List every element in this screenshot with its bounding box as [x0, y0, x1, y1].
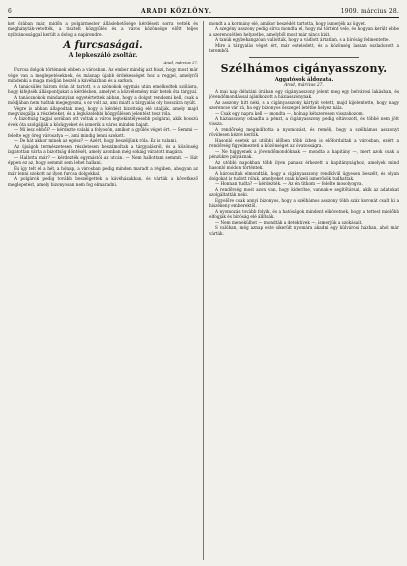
issue-date: 1909. március 28. — [340, 7, 399, 15]
paragraph: — Hallotta már? — kérdezték egymástól az utcán. — Nem hallottam semmit. — Hát éppen ez az, hogy semmit sem lehet hallani. — [8, 154, 198, 166]
paragraph: Az újságok természetesen részletesen beszámoltak a tárgyalásról, és a közönség izgatottan várta a bizottság döntését, amely azonban még sokáig váratott magára. — [8, 143, 198, 155]
paragraph: A háziasszony odaadta a pénzt, a cigányasszony pedig eltávozott, és többé nem jött vissza. — [209, 115, 399, 127]
paragraph: A károsultak elmondták, hogy a cigányasszony rendkívül ügyesen beszélt, és olyan dolgokat is tudott róluk, amelyeket csak közeli ismerősök tudhattak. — [209, 170, 399, 181]
article-subtitle: Aggatósok áldozata. — [274, 76, 334, 83]
paragraph: — Ne higgyenek a jövendőmondóknak — mondta a kapitány —, mert azok csak a pénzükre pályáznak. — [209, 148, 399, 160]
paragraph: A mai nap délutáni órában egy cigányasszony jelent meg egy belvárosi lakásban, és jövendőmondással ajánlkozott a háziasszonynak. — [209, 88, 399, 100]
dateline: Arad, március 27. — [163, 60, 198, 66]
page-number: 6 — [8, 7, 13, 15]
right-column — [209, 21, 399, 560]
paragraph: Mire a tárgyalás véget ért, már esteledett, és a közönség lassan oszladozott a teremből. — [209, 42, 399, 54]
paragraph: A bizottság tagjai sorában ott voltak a város legtekintélyesebb polgárai, akik hosszú évek óta szolgálják a közügyeket és ismerik a város minden bajait. — [8, 116, 198, 127]
paragraph: Hasonló esetek az utóbbi időben több ízben is előfordultak a városban, ezért a rendőrség figyelmezteti a közönséget az óvatosságra. — [209, 137, 399, 149]
paragraph: — Mi lesz ebből? — kérdezte valaki a folyosón, amikor a gyűlés véget ért. — Semmi — felelte egy öreg városatya —, ami mindig lenni szokott. — [8, 127, 198, 138]
newspaper-title: ARADI KÖZLÖNY. — [140, 7, 212, 15]
paragraph: A polgárok pedig tovább beszélgettek a kávéházakban, és várták a következő meglepetést, amely bizonyosan nem fog elmaradni. — [8, 176, 198, 187]
column-separator — [203, 21, 204, 560]
paragraph: A nyomozás tovább folyik, és a hatóságok mindent elkövetnek, hogy a tettest mielőbb elfogják és bíróság elé állítsák. — [209, 208, 399, 220]
section-subtitle: A lepkeszáló zsoltár. — [68, 52, 138, 60]
paragraph: És így telt el a hét, a hónap, a városban pedig minden maradt a régiben, ahogyan az már lenni szokott az ilyen furcsa dolgokkal. — [8, 165, 198, 176]
paragraph: S valóban, még aznap este sikerült nyomára akadni egy külvárosi házban, ahol már várták. — [209, 225, 399, 236]
paragraph: ket órában már, midőn a polgármester álláslehetősége kérdéseit sorra vették és meghányták-vetették, a tisztelt közgyűlés és a város közönsége előtt teljes nyilvánossággal került a dolog a napirendre. — [8, 21, 198, 37]
paragraph: A tanúk egybehangzóan vallották, hogy a vádlott ártatlan, s a bíróság felmentette. — [215, 37, 390, 43]
header-rule — [8, 17, 399, 18]
paragraph: — Csak egy napra kell — mondta —, holnap kétszeresen visszahozom. — [215, 110, 364, 116]
paragraph: A tanácsnokok mindannyian egyetértettek abban, hogy a dolgot rendezni kell, csak a módjában nem tudtak megegyezni, s ez volt az, ami miatt a tárgyalás oly hosszúra nyúlt. — [8, 94, 198, 106]
paragraph: Az utóbbi napokban több ilyen panasz érkezett a kapitánysághoz, amelyek mind hasonló módon történtek. — [209, 159, 399, 171]
paragraph: Az asszony hitt neki, s a cigányasszony kártyát vetett, majd kijelentette, hogy nagy szerencse vár rá, ha egy bizonyos összeget letétbe helyez nála. — [209, 99, 399, 111]
paragraph: Végre is abban állapodtak meg, hogy a kérdést bizottság elé utalják, amely majd megvizsgálja a részleteket, és a legközelebbi közgyűlésen jelentést tesz róla. — [8, 105, 198, 116]
paragraph: Furcsa dolgok történnek ebben a városban. Az ember mindig azt hiszi, hogy most már vége van a meglepetéseknek, és másnap újabb érdekességet hoz a reggel, amelyről mindenki a maga módján beszél a kávéházban és a sarkon. — [8, 67, 198, 84]
paragraph: A szegény asszony pedig sírva mondta el, hogy mi történt vele, és hogyan került ebbe a szerencsétlen helyzetbe, amelyből most már nincs kiút. — [209, 26, 399, 37]
paragraph: A tanácsülés három órán át tartott, s a szónokok egymás után emelkedtek szólásra, hogy kifejtsék álláspontjukat a kérdésben, amelyet a közvélemény már hetek óta tárgyal. — [8, 83, 198, 95]
paragraph: — Honnan tudta? — kérdezték. — Az én titkom — felelte mosolyogva. — [215, 181, 363, 187]
paragraph: mondt a a kormány elé, amikor beszédét tartotta, hogy ismerjék az ügyet. — [209, 21, 367, 26]
article-dateline: Arad, március 27. — [284, 82, 324, 88]
page-header — [8, 6, 399, 16]
paragraph: Egyelőre csak annyi bizonyos, hogy a szélhámos asszony több száz koronát csalt ki a hiszékeny emberektől. — [209, 197, 399, 209]
article-divider — [249, 57, 359, 58]
left-column — [8, 21, 198, 560]
paragraph: A rendőrség most azon van, hogy kiderítse, vannak-e segítőtársai, akik az adatokat szolgáltatták neki. — [209, 186, 399, 198]
article-title: Szélhámos cigányasszony. — [220, 61, 388, 75]
section-title: A furcsaságai. — [63, 40, 143, 52]
paragraph: — Nem menekülhet — mondták a detektívek —, ismerjük a szokásait. — [215, 219, 363, 225]
paragraph: — De hát akkor minek az egész? — Azért, hogy beszéljünk róla. Ez is valami. — [14, 138, 178, 144]
paragraph: A rendőrség megindította a nyomozást, és reméli, hogy a szélhámos asszonyt rövidesen kézre kerítik. — [209, 126, 399, 138]
